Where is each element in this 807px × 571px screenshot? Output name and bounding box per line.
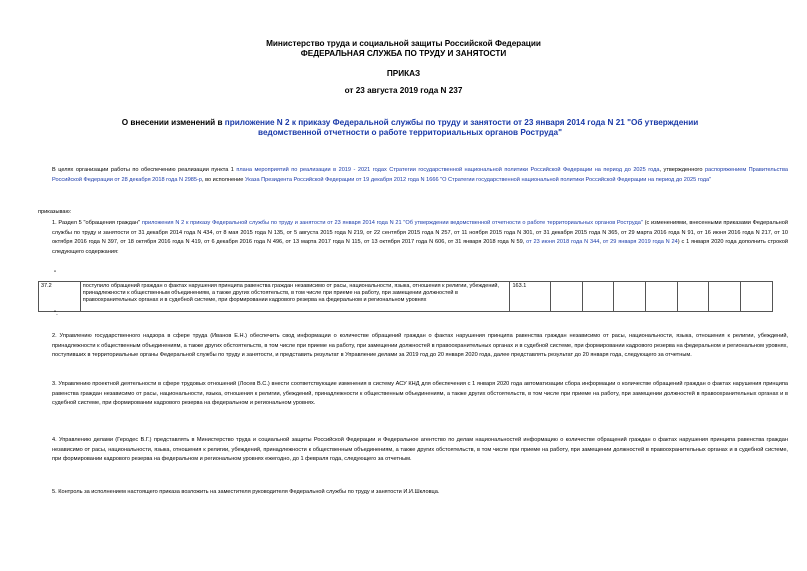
quote-open: " bbox=[54, 271, 57, 277]
table-row bbox=[39, 282, 773, 312]
row-number-cell: 163.1 bbox=[510, 282, 550, 312]
empty-cell bbox=[709, 282, 741, 312]
item-4-paragraph: 4. Управлению делами (Геродес В.Г.) представлять в Министерство труда и социальной защиты Российской Федерации и Федеральное агентство по делам национальностей информацию о количестве обращений граждан о фактах нарушения принципа равенства граждан независимо от расы, национальности, языка, отношения к религии, убеждений, принадлежности к общественным объединениям, а также других обстоятельств, в том числе при приеме на работу, при замещении должностей в правоохранительных органах и в судебной системе, при формировании кадрового резерва на федеральном и региональном уровнях ежегодно, до 1 февраля года, следующего за отчетным. bbox=[52, 437, 788, 462]
title-prefix: О внесении изменений в bbox=[121, 118, 225, 127]
empty-cell bbox=[550, 282, 582, 312]
document-date-number: от 23 августа 2019 года N 237 bbox=[344, 86, 463, 95]
appendix-link[interactable]: приложения N 2 к приказу Федеральной службы по труду и занятости от 23 января 2014 года N 21 "Об утверждении ведомственной отчетности о работе территориальных органов Роструда" bbox=[141, 220, 643, 226]
decree-link[interactable]: распоряжением Правительства Российской Федерации от 28 декабря 2018 года N 2985-р bbox=[52, 167, 788, 183]
plan-link[interactable]: плана мероприятий по реализации в 2019 - 2021 годах Стратегии государственной национальной политики Российской Федерации на период до 2025 года bbox=[236, 167, 660, 173]
item-1-text: ) с 1 января 2020 года дополнить строкой следующего содержания: bbox=[52, 239, 788, 255]
document-title bbox=[100, 118, 720, 138]
service-name: ФЕДЕРАЛЬНАЯ СЛУЖБА ПО ТРУДУ И ЗАНЯТОСТИ bbox=[300, 49, 507, 58]
item-1-text: 1. Раздел 5 "обращения граждан" bbox=[52, 220, 142, 226]
empty-cell bbox=[646, 282, 678, 312]
item-2-paragraph: 2. Управлению государственного надзора в сфере труда (Иванов Е.Н.) обеспечить свод информации о количестве обращений граждан о фактах нарушения принципа равенства граждан независимо от расы, национальности, языка, отношения к религии, убеждений, принадлежности к общественным объединениям, а также других обстоятельств, в том числе при приеме на работу, при замещении должностей в правоохранительных органах и в судебной системе, при формировании кадрового резерва на федеральном и региональном уровнях, поступивших в территориальные органы Федеральной службы по труду и занятости, и представить результат в Управление делами за 2019 год до 20 января 2020 года, далее представлять результат до 20 января года, следующего за отчетным. bbox=[52, 333, 788, 358]
item-1-text: (с изменениями, внесенными приказами Федеральной службы по труду и занятости от 31 декабря 2014 года N 434, от 8 мая 2015 года N 135, от 5 августа 2015 года N 219, от 22 сентября 2015 года N 257, от 11 ноября 2015 года N 301, от 31 декабря 2015 года N 365, от 29 марта 2016 года N 91, от 16 июня 2016 года N 217, от 10 октября 2016 года N 397, от 18 октября 2016 года N 419, от 6 декабря 2016 года N 496, от 13 марта 2017 года N 115, от 13 октября 2017 года N 606, от 31 января 2018 года N 59, bbox=[52, 220, 788, 245]
ministry-name: Министерство труда и социальной защиты Российской Федерации bbox=[266, 39, 541, 48]
preamble-text: В целях организации работы по обеспечению реализации пункта 1 bbox=[52, 167, 237, 173]
item-1-paragraph bbox=[38, 219, 788, 257]
item-5-paragraph: 5. Контроль за исполнением настоящего приказа возложить на заместителя руководителя Федеральной службы по труду и занятости И.И.Шкловца. bbox=[52, 489, 440, 495]
order-word: приказываю: bbox=[38, 209, 72, 215]
empty-cell bbox=[741, 282, 773, 312]
presidential-decree-link[interactable]: Указа Президента Российской Федерации от 19 декабря 2012 года N 1666 "О Стратегии государственной национальной политики Российской Федерации на период до 2025 года" bbox=[244, 176, 712, 183]
row-code-cell: 37.2 bbox=[39, 282, 81, 312]
order-24-link[interactable]: от 29 января 2019 года N 24 bbox=[602, 239, 678, 245]
addition-table bbox=[38, 281, 773, 312]
document-type: ПРИКАЗ bbox=[386, 69, 421, 78]
title-link[interactable]: приложение N 2 к приказу Федеральной службы по труду и занятости от 23 января 2014 года N 21 "Об утверждении ведомственной отчетности о работе территориальных органов Роструда" bbox=[224, 118, 699, 137]
preamble-paragraph bbox=[38, 166, 788, 185]
empty-cell bbox=[582, 282, 614, 312]
preamble-text: , во исполнение bbox=[202, 176, 245, 183]
preamble-text: , утвержденного bbox=[659, 167, 705, 173]
empty-cell bbox=[614, 282, 646, 312]
row-text-cell: поступило обращений граждан о фактах нарушения принципа равенства граждан независимо от расы, национальности, языка, отношения к религии, убеждений, принадлежности к общественным объединениям, а также других обстоятельств, в том числе при приеме на работу, при замещении должностей в правоохранительных органах и в судебной системе, при формировании кадрового резерва на федеральном и региональном уровнях bbox=[80, 282, 510, 312]
quote-close: ". bbox=[54, 311, 58, 317]
item-1-text: , bbox=[599, 239, 603, 245]
order-344-link[interactable]: от 23 июня 2018 года N 344 bbox=[526, 239, 600, 245]
item-3-paragraph: 3. Управлению проектной деятельности в сфере трудовых отношений (Лосев В.С.) внести соответствующие изменения в систему АСУ КНД для обеспечения с 1 января 2020 года автоматизации сбора информации о количестве обращений граждан о фактах нарушения принципа равенства граждан независимо от расы, национальности, языка, отношения к религии, убеждений, принадлежности к общественным объединениям, а также других обстоятельств, в том числе при приеме на работу, при замещении должностей в правоохранительных органах и в судебной системе, при формировании кадрового резерва на федеральном и региональном уровнях. bbox=[52, 381, 788, 406]
empty-cell bbox=[677, 282, 709, 312]
